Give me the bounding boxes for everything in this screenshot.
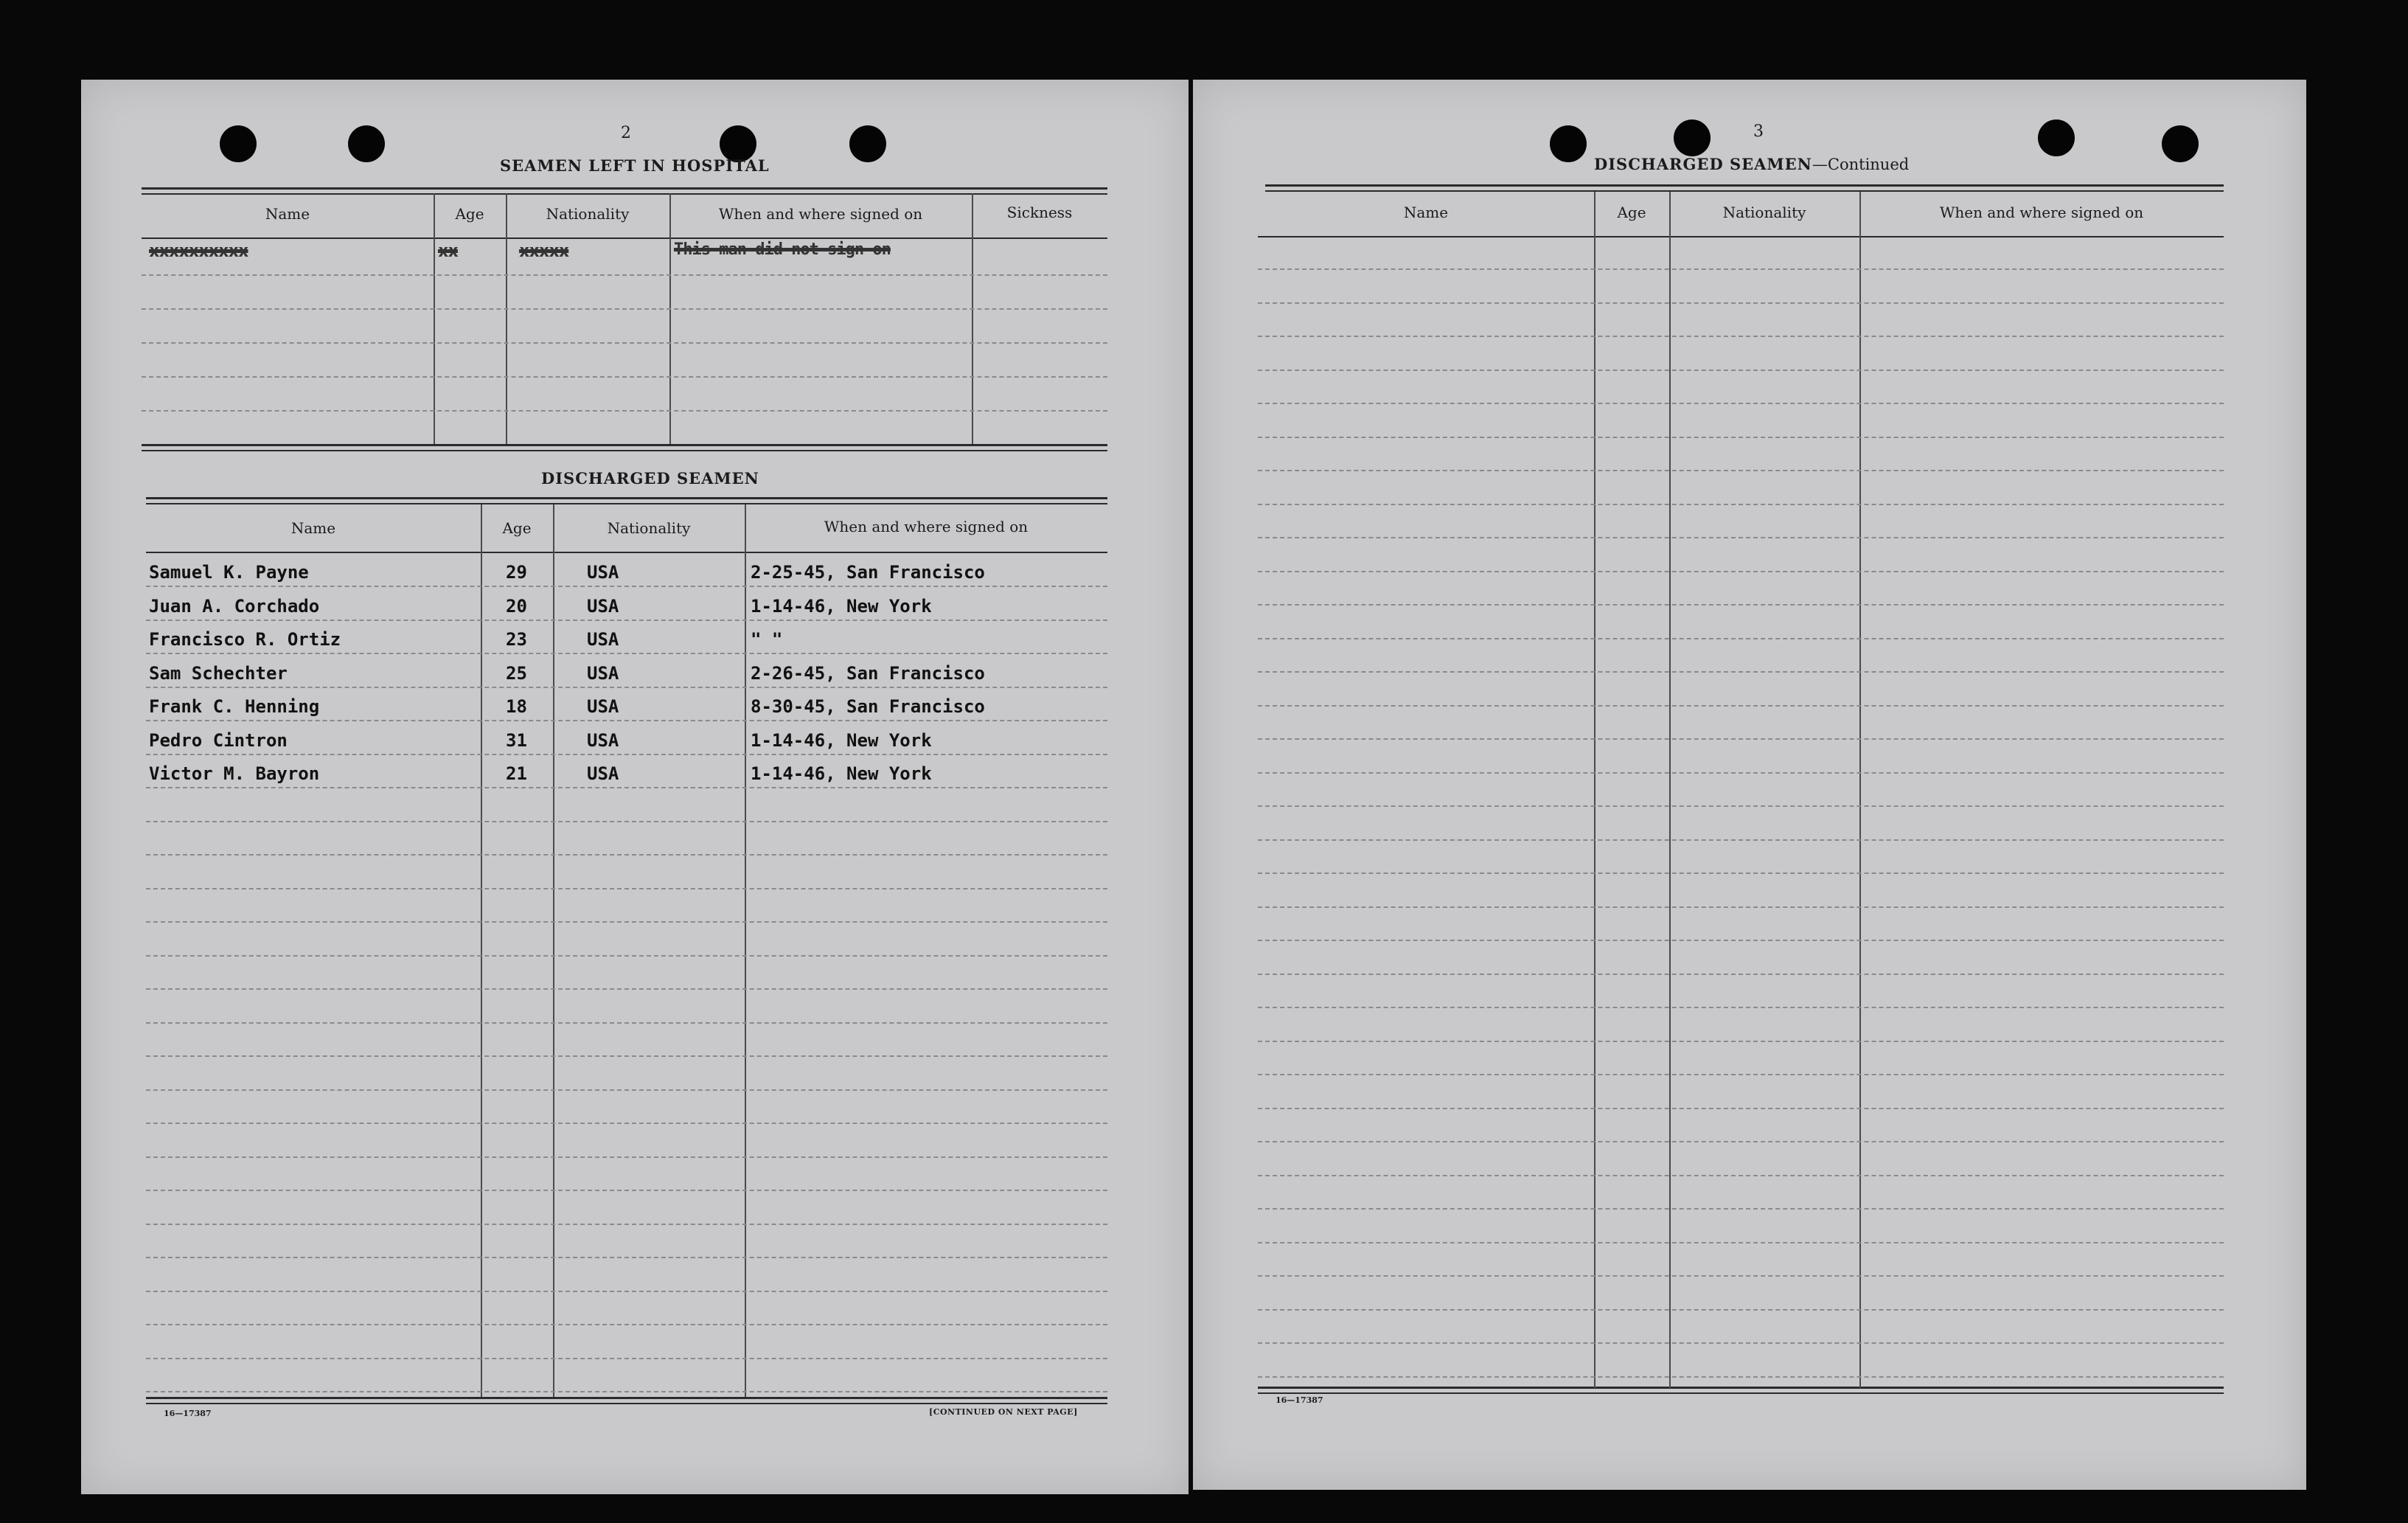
row-line xyxy=(1258,1242,2224,1243)
discharged-header-rule xyxy=(146,552,1107,553)
right-title-main: DISCHARGED SEAMEN xyxy=(1594,155,1812,173)
seaman-nationality: USA xyxy=(587,730,619,751)
row-line xyxy=(146,888,1107,889)
right-top-rule xyxy=(1265,190,2224,192)
seaman-nationality: USA xyxy=(587,696,619,717)
discharged-col-divider xyxy=(745,504,746,1397)
discharged-col-signed-on: When and where signed on xyxy=(824,518,1029,535)
row-line xyxy=(146,1190,1107,1191)
row-line xyxy=(1258,604,2224,606)
discharged-col-nationality: Nationality xyxy=(607,519,691,537)
seaman-nationality: USA xyxy=(587,562,619,583)
discharged-title: DISCHARGED SEAMEN xyxy=(541,469,759,488)
row-line xyxy=(146,720,1107,721)
punch-hole xyxy=(849,125,886,162)
row-line xyxy=(1258,571,2224,572)
left-page xyxy=(81,80,1189,1494)
row-line xyxy=(1258,1208,2224,1210)
row-line xyxy=(146,787,1107,788)
row-line xyxy=(1258,940,2224,941)
hospital-row-line xyxy=(142,342,1107,344)
row-line xyxy=(1258,805,2224,807)
punch-hole xyxy=(2038,119,2075,156)
row-line xyxy=(146,653,1107,654)
right-bottom-rule xyxy=(1258,1387,2224,1389)
row-line xyxy=(1258,437,2224,438)
hospital-col-divider xyxy=(669,193,671,444)
hospital-header-rule xyxy=(142,237,1107,239)
row-line xyxy=(146,1391,1107,1392)
seaman-signed-on: 1-14-46, New York xyxy=(751,596,932,617)
row-line xyxy=(146,921,1107,923)
row-line xyxy=(146,821,1107,822)
hospital-col-sickness: Sickness xyxy=(1006,204,1073,221)
hospital-col-divider xyxy=(972,193,973,444)
punch-hole xyxy=(2162,125,2199,162)
discharged-bottom-rule xyxy=(146,1397,1107,1399)
seaman-name: Victor M. Bayron xyxy=(149,763,320,784)
row-line xyxy=(1258,1309,2224,1311)
row-line xyxy=(1258,974,2224,975)
seaman-signed-on: " " xyxy=(751,629,783,650)
row-line xyxy=(146,1358,1107,1359)
row-line xyxy=(1258,268,2224,270)
hospital-col-nationality: Nationality xyxy=(546,205,630,223)
page-number: 2 xyxy=(621,124,631,142)
row-line xyxy=(146,1123,1107,1124)
discharged-col-divider xyxy=(553,504,554,1397)
row-line xyxy=(1258,638,2224,639)
seaman-nationality: USA xyxy=(587,629,619,650)
punch-hole xyxy=(220,125,257,162)
right-col-nationality: Nationality xyxy=(1722,204,1806,221)
discharged-top-rule xyxy=(146,503,1107,504)
continued-note: [CONTINUED ON NEXT PAGE] xyxy=(929,1407,1078,1417)
row-line xyxy=(1258,671,2224,673)
seaman-age: 21 xyxy=(506,763,527,784)
hospital-name: xxxxxxxxxx xyxy=(149,240,248,261)
row-line xyxy=(1258,738,2224,740)
hospital-top-rule xyxy=(142,193,1107,195)
hospital-col-signed-on: When and where signed on xyxy=(718,205,923,223)
hospital-title: SEAMEN LEFT IN HOSPITAL xyxy=(500,156,770,175)
seaman-signed-on: 1-14-46, New York xyxy=(751,763,932,784)
right-col-signed-on: When and where signed on xyxy=(1939,204,2144,221)
seaman-age: 18 xyxy=(506,696,527,717)
hospital-row-line xyxy=(142,308,1107,310)
row-line xyxy=(1258,1376,2224,1378)
seaman-name: Francisco R. Ortiz xyxy=(149,629,341,650)
form-code: 16—17387 xyxy=(1276,1395,1323,1405)
hospital-col-name: Name xyxy=(265,205,310,223)
page-number: 3 xyxy=(1753,122,1764,141)
hospital-row-line xyxy=(142,274,1107,276)
row-line xyxy=(146,955,1107,957)
form-code: 16—17387 xyxy=(164,1409,212,1418)
row-line xyxy=(146,687,1107,688)
seaman-signed-on: 2-25-45, San Francisco xyxy=(751,562,985,583)
hospital-row-line xyxy=(142,410,1107,412)
row-line xyxy=(1258,1275,2224,1277)
seaman-name: Juan A. Corchado xyxy=(149,596,320,617)
seaman-nationality: USA xyxy=(587,663,619,684)
seaman-name: Sam Schechter xyxy=(149,663,288,684)
right-page xyxy=(1193,80,2306,1490)
hospital-nationality: xxxxx xyxy=(519,240,569,261)
right-title xyxy=(1594,155,1909,173)
seaman-name: Pedro Cintron xyxy=(149,730,288,751)
row-line xyxy=(1258,470,2224,471)
hospital-top-rule xyxy=(142,187,1107,190)
row-line xyxy=(146,620,1107,621)
discharged-col-age: Age xyxy=(502,519,532,537)
row-line xyxy=(146,1257,1107,1258)
row-line xyxy=(1258,872,2224,874)
punch-hole xyxy=(348,125,385,162)
right-top-rule xyxy=(1265,184,2224,187)
hospital-col-divider xyxy=(434,193,435,444)
row-line xyxy=(1258,370,2224,371)
seaman-age: 29 xyxy=(506,562,527,583)
row-line xyxy=(146,586,1107,587)
row-line xyxy=(1258,772,2224,774)
hospital-bottom-rule xyxy=(142,444,1107,446)
discharged-col-divider xyxy=(481,504,482,1397)
seaman-age: 20 xyxy=(506,596,527,617)
row-line xyxy=(1258,1141,2224,1142)
row-line xyxy=(1258,1342,2224,1344)
row-line xyxy=(146,754,1107,755)
row-line xyxy=(1258,403,2224,404)
right-col-age: Age xyxy=(1617,204,1646,221)
row-line xyxy=(1258,906,2224,908)
discharged-col-name: Name xyxy=(290,519,336,537)
row-line xyxy=(1258,705,2224,707)
row-line xyxy=(1258,1041,2224,1042)
row-line xyxy=(146,1089,1107,1091)
hospital-bottom-rule xyxy=(142,450,1107,451)
row-line xyxy=(1258,1074,2224,1075)
hospital-col-divider xyxy=(506,193,507,444)
hospital-row-line xyxy=(142,376,1107,378)
discharged-bottom-rule xyxy=(146,1403,1107,1404)
hospital-col-age: Age xyxy=(455,205,484,223)
row-line xyxy=(1258,336,2224,337)
row-line xyxy=(146,854,1107,856)
row-line xyxy=(1258,302,2224,304)
seaman-signed-on: 8-30-45, San Francisco xyxy=(751,696,985,717)
row-line xyxy=(146,1324,1107,1325)
row-line xyxy=(146,1291,1107,1292)
discharged-top-rule xyxy=(146,497,1107,499)
right-col-name: Name xyxy=(1403,204,1449,221)
right-title-suffix: —Continued xyxy=(1812,156,1910,173)
right-header-rule xyxy=(1258,236,2224,237)
punch-hole xyxy=(1674,119,1711,156)
row-line xyxy=(146,1156,1107,1158)
row-line xyxy=(146,1055,1107,1057)
right-bottom-rule xyxy=(1258,1392,2224,1394)
seaman-signed-on: 2-26-45, San Francisco xyxy=(751,663,985,684)
seaman-nationality: USA xyxy=(587,596,619,617)
row-line xyxy=(146,988,1107,990)
hospital-age: xx xyxy=(438,240,458,261)
seaman-name: Samuel K. Payne xyxy=(149,562,309,583)
seaman-age: 23 xyxy=(506,629,527,650)
seaman-signed-on: 1-14-46, New York xyxy=(751,730,932,751)
seaman-nationality: USA xyxy=(587,763,619,784)
seaman-age: 31 xyxy=(506,730,527,751)
seaman-age: 25 xyxy=(506,663,527,684)
row-line xyxy=(146,1022,1107,1024)
seaman-name: Frank C. Henning xyxy=(149,696,320,717)
row-line xyxy=(1258,1108,2224,1109)
punch-hole xyxy=(1550,125,1587,162)
row-line xyxy=(1258,1175,2224,1176)
row-line xyxy=(1258,537,2224,538)
row-line xyxy=(1258,1007,2224,1008)
row-line xyxy=(146,1224,1107,1225)
row-line xyxy=(1258,839,2224,841)
row-line xyxy=(1258,504,2224,505)
hospital-signed-on: This man did not sign on xyxy=(674,240,891,259)
